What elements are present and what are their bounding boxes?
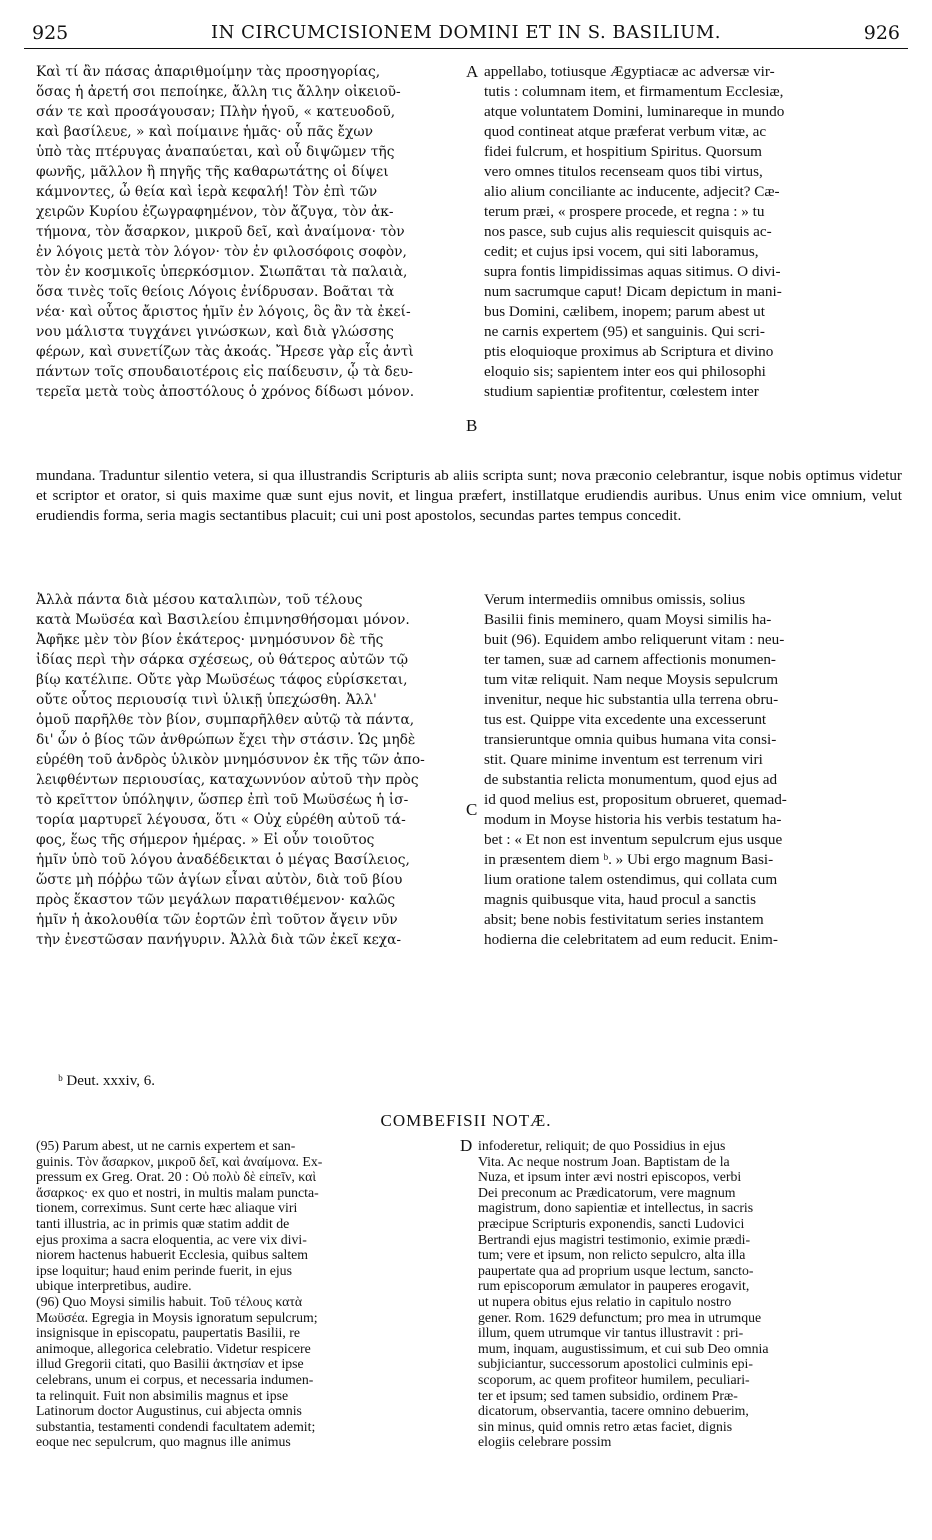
greek-text-line: τὴν ἐνεστῶσαν πανήγυριν. Ἀλλὰ διὰ τῶν ἐκεῖ κεχα- bbox=[36, 932, 402, 948]
greek-text-line: κάμνοντες, ὦ θεία καὶ ἱερὰ κεφαλή! Τὸν ἐπὶ τῶν bbox=[36, 184, 378, 200]
latin-text-line: quod contineat atque præferat verbum vitæ, ac bbox=[484, 123, 767, 140]
note-text-line: Μωϋσέα. Egregia in Moysis ignoratum sepulcrum; bbox=[36, 1309, 318, 1325]
note-text-line: niorem hactenus habuerit Ecclesia, quibus saltem bbox=[36, 1247, 309, 1263]
note-text-line: subjiciantur, successorum apostolici culminis epi- bbox=[478, 1356, 753, 1372]
greek-text-line: Ἀφῆκε μὲν τὸν βίον ἑκάτερος· μνημόσυνον δὲ τῆς bbox=[36, 632, 384, 648]
greek-text-line: τορία μαρτυρεῖ λέγουσα, ὅτι « Οὐχ εὑρέθη αὐτοῦ τά- bbox=[36, 812, 406, 828]
note-text-line: (96) Quo Moysi similis habuit. Τοῦ τέλους κατὰ bbox=[36, 1293, 303, 1309]
note-text-line: gener. Rom. 1629 defunctum; pro mea in utrumque bbox=[478, 1309, 762, 1325]
margin-marker-c: C bbox=[466, 800, 478, 819]
latin-text-line: tutis : columnam item, et firmamentum Ecclesiæ, bbox=[484, 83, 784, 100]
note-text-line: tionem, correximus. Sunt certe hæc aliaque viri bbox=[36, 1200, 298, 1216]
note-text-line: ter et ipsum; sed tamen subsidio, ordinem Præ- bbox=[478, 1387, 738, 1403]
latin-text-line: supra fontis limpidissimas aquas sitimus. O divi- bbox=[484, 263, 781, 280]
latin-text-line: ne carnis expertem (95) et sanguinis. Qui scri- bbox=[484, 323, 765, 340]
running-title: IN CIRCUMCISIONEM DOMINI ET IN S. BASILIUM. bbox=[211, 22, 721, 43]
note-text-line: ipse loquitur; haud enim perinde fuerit, in ejus bbox=[36, 1262, 292, 1278]
greek-text-line: ἰδίας περὶ τὴν σάρκα σχέσεως, οὐ θάτερος αὐτῶν τῷ bbox=[36, 652, 409, 668]
latin-text-line: stit. Quare minime inventum est terrenum viri bbox=[484, 751, 763, 768]
note-text-line: eoque nec sepulcrum, quo magnus ille animus bbox=[36, 1434, 291, 1450]
note-text-line: ἄσαρκος· ex quo et nostri, in multis malam puncta- bbox=[36, 1184, 319, 1200]
greek-text-line: Ἀλλὰ πάντα διὰ μέσου καταλιπὼν, τοῦ τέλους bbox=[36, 592, 363, 608]
latin-full-width-paragraph: mundana. Traduntur silentio vetera, si qua illustrandis Scripturis ab aliis scripta sunt; nova præconio celebrantur, isque nobis optimus videtur et scriptor et orator, si quis maxime quæ sunt ejus novit, et lingua præfert, instillatque erudiendis auribus. Unus enim vice omnium, velut erudiendis forma, seria magis sectantibus placuit; cui uni post apostolos, secundas partes tempus concedit. bbox=[36, 467, 902, 524]
note-text-line: elogiis celebrare possim bbox=[478, 1434, 612, 1450]
note-text-line: pressum ex Greg. Orat. 20 : Οὐ πολὺ δὲ εἰπεῖν, καὶ bbox=[36, 1169, 317, 1185]
greek-text-line: νέα· καὶ οὗτος ἄριστος ἡμῖν ἐν λόγοις, ὃς ἂν τὰ ἐκεί- bbox=[36, 304, 411, 320]
note-text-line: Dei preconum ac Prædicatorum, vere magnum bbox=[478, 1184, 736, 1200]
notes-column-right bbox=[478, 1138, 896, 1450]
greek-text-line: νου μάλιστα τυγχάνει γινώσκων, καὶ διὰ γλώσσης bbox=[36, 324, 394, 340]
greek-text-line: σάν τε καὶ προσάγουσαν; Πλὴν ἡγοῦ, « κατευοδοῦ, bbox=[36, 104, 396, 120]
greek-text-line: τὸ κρεῖττον ὑπόληψιν, ὥσπερ ἐπὶ τοῦ Μωϋσέως ἡ ἱσ- bbox=[36, 792, 409, 808]
greek-text-line: ὥστε μὴ πόῤῥω τῶν ἁγίων εἶναι αὐτὸν, διὰ τοῦ βίου bbox=[36, 872, 403, 888]
latin-text-line: alio alium conciliante ac inducente, adjecit? Cæ- bbox=[484, 183, 780, 200]
note-text-line: substantia, testamenti condendi facultatem ademit; bbox=[36, 1418, 316, 1434]
greek-column-middle bbox=[36, 590, 461, 950]
note-text-line: ut nupera obitus ejus relatio in capitulo nostro bbox=[478, 1293, 732, 1309]
latin-text-line: tus est. Quippe vita excedente una excesserunt bbox=[484, 711, 767, 728]
greek-text-line: πάντων τοῖς σπουδαιοτέροις εἰς παίδευσιν, ᾧ τὰ δευ- bbox=[36, 364, 413, 380]
note-text-line: præcipue Scripturis exponendis, sancti Ludovici bbox=[478, 1215, 745, 1231]
latin-text-line: terum præi, « prospere procede, et regna : » tu bbox=[484, 203, 765, 220]
notes-heading: COMBEFISII NOTÆ. bbox=[380, 1111, 552, 1130]
note-text-line: dicatorum, observantia, tacere omnino debuerim, bbox=[478, 1403, 749, 1419]
greek-text-line: Καὶ τί ἂν πάσας ἀπαριθμοίμην τὰς προσηγορίας, bbox=[36, 64, 381, 80]
note-text-line: illum, quem utrumque vir tantus illustravit : pri- bbox=[478, 1325, 744, 1341]
page-header bbox=[24, 20, 908, 49]
latin-text-line: magnis quibusque vita, haud procul a sanctis bbox=[484, 891, 757, 908]
note-text-line: Nuza, et ipsum inter ævi nostri episcopos, verbi bbox=[478, 1169, 742, 1185]
latin-text-line: Basilii finis meminero, quam Moysi similis ha- bbox=[484, 611, 772, 628]
note-text-line: (95) Parum abest, ut ne carnis expertem et san- bbox=[36, 1138, 296, 1153]
greek-text-line: οὔτε οὗτος περιουσίᾳ τινὶ ὑλικῇ ὑπεχώσθη. Ἀλλ' bbox=[36, 692, 377, 708]
note-text-line: guinis. Τὸν ἄσαρκον, μικροῦ δεῖ, καὶ ἀναίμονα. Ex- bbox=[36, 1153, 323, 1169]
greek-text-line: τερεῖα μετὰ τοὺς ἀποστόλους ὁ χρόνος δίδωσι μόνον. bbox=[36, 384, 415, 400]
greek-text-line: ὅσας ἡ ἀρετή σοι πεποίηκε, ἄλλη τις ἄλλην οἰκειοῦ- bbox=[36, 84, 401, 100]
note-text-line: ta relinquit. Fuit non absimilis magnus et ipse bbox=[36, 1387, 289, 1403]
greek-text-line: φος, ἕως τῆς σήμερον ἡμέρας. » Εἰ οὖν τοιοῦτος bbox=[36, 832, 375, 848]
note-text-line: tanti illustria, ac in primis quæ statim addit de bbox=[36, 1215, 290, 1231]
greek-column-top bbox=[36, 62, 461, 402]
note-text-line: illud Gregorii citati, quo Basilii ἀκτησίαν et ipse bbox=[36, 1356, 304, 1372]
greek-text-line: τὸν ἐν κοσμικοῖς ὑπερκόσμιον. Σιωπᾶται τὰ παλαιὰ, bbox=[36, 264, 408, 280]
note-text-line: ubique interpretibus, audire. bbox=[36, 1278, 192, 1294]
latin-text-line: absit; bene nobis festivitatum series instantem bbox=[484, 911, 764, 928]
margin-marker-d: D bbox=[460, 1136, 473, 1155]
greek-text-line: δι' ὧν ὁ βίος τῶν ἀνθρώπων ἔχει τὴν στάσιν. Ὡς μηδὲ bbox=[36, 732, 416, 748]
latin-text-line: buit (96). Equidem ambo reliquerunt vitam : neu- bbox=[484, 631, 785, 648]
greek-text-line: βίῳ κατέλιπε. Οὔτε γὰρ Μωϋσέως τάφος εὑρίσκεται, bbox=[36, 672, 408, 688]
note-text-line: sin minus, quid omnis retro ætas faciet, dignis bbox=[478, 1418, 733, 1434]
margin-marker-a: A bbox=[466, 62, 479, 81]
latin-text-line: id quod melius est, propositum obrueret, quemad- bbox=[484, 791, 787, 808]
greek-text-line: κατὰ Μωϋσέα καὶ Βασιλείου ἐπιμνησθήσομαι μόνον. bbox=[36, 612, 410, 628]
note-text-line: Latinorum doctor Augustinus, cui abjecta omnis bbox=[36, 1403, 302, 1419]
greek-text-line: ὅσα τινὲς τοῖς θείοις Λόγοις ἐνίδρυσαν. Βοᾶται τὰ bbox=[36, 284, 395, 300]
latin-text-line: in præsentem diem ᵇ. » Ubi ergo magnum Basi- bbox=[484, 851, 774, 868]
latin-text-line: transieruntque omnia quibus humana vita consi- bbox=[484, 731, 777, 748]
greek-text-line: ἐν λόγοις μετὰ τὸν λόγον· τὸν ἐν φιλοσόφοις σοφὸν, bbox=[36, 244, 407, 260]
latin-text-line: atque voluntatem Domini, luminareque in mundo bbox=[484, 103, 785, 120]
latin-column-top bbox=[484, 62, 896, 402]
latin-text-line: eloquio sis; sapientem inter eos qui philosophi bbox=[484, 363, 766, 380]
latin-text-line: cedit; et cujus ipsi vocem, qui siti laboramus, bbox=[484, 243, 759, 260]
latin-text-line: ptis eloquioque proximus ab Scriptura et divino bbox=[484, 343, 774, 360]
greek-text-line: πρὸς ἕκαστον τῶν μεγάλων παρατιθέμενον· καλῶς bbox=[36, 892, 396, 908]
note-text-line: animoque, allegorica celebratio. Videtur respicere bbox=[36, 1340, 311, 1356]
latin-text-line: Verum intermediis omnibus omissis, solius bbox=[484, 591, 746, 608]
notes-column-left bbox=[36, 1138, 454, 1450]
latin-text-line: nos pasce, sub cujus alis requiescit quisquis ac- bbox=[484, 223, 772, 240]
note-text-line: insignisque in episcopatu, paupertatis Basilii, re bbox=[36, 1325, 301, 1341]
latin-text-line: fidei fulcrum, et hospitium Spiritus. Quorsum bbox=[484, 143, 762, 160]
note-text-line: paupertate qua ad proprium usque lectum, sancto- bbox=[478, 1262, 754, 1278]
note-text-line: Bertrandi ejus magistri testimonio, eximie prædi- bbox=[478, 1231, 751, 1247]
latin-text-line: vero omnes titulos recenseam quos tibi virtus, bbox=[484, 163, 763, 180]
greek-text-line: καὶ βασίλευε, » καὶ ποίμαινε ἡμᾶς· οὗ πᾶς ἔχων bbox=[36, 124, 374, 140]
latin-text-line: lium oratione talem ostendimus, qui collata cum bbox=[484, 871, 778, 888]
latin-text-line: tum vitæ reliquit. Nam neque Moysis sepulcrum bbox=[484, 671, 779, 688]
latin-text-line: modum in Moyse historia his verbis testatum ha- bbox=[484, 811, 782, 828]
note-text-line: magistrum, dono sapientiæ et intellectus, in sacris bbox=[478, 1200, 754, 1216]
margin-marker-b: B bbox=[466, 416, 478, 435]
greek-text-line: ἡμῖν ἡ ἀκολουθία τῶν ἑορτῶν ἐπὶ τοῦτον ἄγειν νῦν bbox=[36, 912, 398, 928]
note-text-line: scoporum, ac quem profiteor humilem, peculiari- bbox=[478, 1371, 750, 1387]
greek-text-line: φωνῆς, μᾶλλον ἢ πηγῆς τῆς καθαρωτάτης οἱ δίψει bbox=[36, 164, 389, 180]
greek-text-line: φέρων, καὶ συνετίζων τὰς ἀκοάς. Ἤρεσε γὰρ εἷς ἀντὶ bbox=[36, 344, 414, 360]
note-text-line: infoderetur, reliquit; de quo Possidius in ejus bbox=[478, 1138, 726, 1153]
latin-text-line: studium sapientiæ profitentur, cœlestem inter bbox=[484, 383, 759, 400]
greek-text-line: χειρῶν Κυρίου ἐζωγραφημένον, τὸν ἄζυγα, τὸν ἀκ- bbox=[36, 204, 394, 220]
page-number-right: 926 bbox=[863, 22, 900, 44]
scripture-footnote: ᵇ Deut. xxxiv, 6. bbox=[58, 1073, 155, 1089]
note-text-line: mum, inquam, augustissimum, et cui sub Deo omnia bbox=[478, 1340, 769, 1356]
latin-text-line: invenitur, neque hic substantia ulla terrena obru- bbox=[484, 691, 779, 708]
latin-text-line: de substantia relicta monumentum, quod ejus ad bbox=[484, 771, 778, 788]
latin-text-line: bus Domini, cælibem, inopem; parum abest ut bbox=[484, 303, 765, 320]
greek-text-line: τήμονα, τὸν ἄσαρκον, μικροῦ δεῖ, καὶ ἀναίμονα· τὸν bbox=[36, 224, 405, 240]
note-text-line: celebrans, unum ei corpus, et necessaria indumen- bbox=[36, 1371, 314, 1387]
latin-text-line: num sacrumque caput! Dicam depictum in mani- bbox=[484, 283, 782, 300]
note-text-line: rum episcoporum æmulator in pauperes erogavit, bbox=[478, 1278, 750, 1294]
note-text-line: ejus proxima a sacra eloquentia, ac vere vix divi- bbox=[36, 1231, 307, 1247]
latin-text-line: bet : « Et non est inventum sepulcrum ejus usque bbox=[484, 831, 783, 848]
latin-text-line: hodierna die celebritatem ad eum reducit. Enim- bbox=[484, 931, 778, 948]
latin-text-line: ter tamen, suæ ad carnem affectionis monumen- bbox=[484, 651, 776, 668]
greek-text-line: ὑπὸ τὰς πτέρυγας ἀναπαύεται, καὶ οὗ διψῶμεν τῆς bbox=[36, 144, 395, 160]
latin-column-middle bbox=[484, 590, 896, 950]
latin-text-line: appellabo, totiusque Ægyptiacæ ac adversæ vir- bbox=[484, 63, 775, 80]
greek-text-line: ἡμῖν ὑπὸ τοῦ λόγου ἀναδέδεικται ὁ μέγας Βασίλειος, bbox=[36, 852, 410, 868]
note-text-line: tum; vere et ipsum, non relicto sepulcro, alta illa bbox=[478, 1247, 746, 1263]
page-number-left: 925 bbox=[32, 22, 69, 44]
greek-text-line: εὑρέθη τοῦ ἀνδρὸς ὑλικὸν μνημόσυνον ἐκ τῆς τῶν ἀπο- bbox=[36, 752, 425, 768]
greek-text-line: λειφθέντων περιουσίας, καταχωννύον αὐτοῦ τὴν πρὸς bbox=[36, 772, 419, 788]
greek-text-line: ὁμοῦ παρῆλθε τὸν βίον, συμπαρῆλθεν αὐτῷ τὰ πάντα, bbox=[36, 712, 415, 728]
note-text-line: Vita. Ac neque nostrum Joan. Baptistam de la bbox=[478, 1153, 730, 1169]
